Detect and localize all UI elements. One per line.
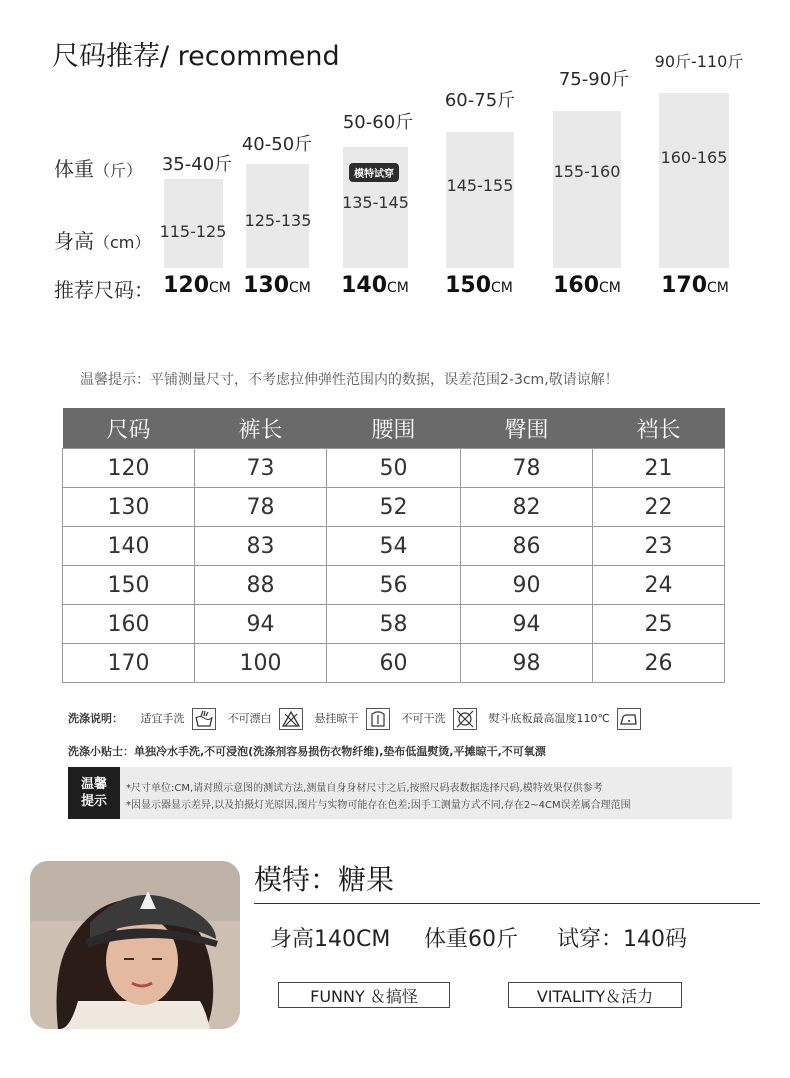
recommended-size: 120CM [163,273,231,298]
wash-item: 适宜手洗 [140,712,185,725]
table-cell: 24 [593,566,725,605]
table-row [63,527,725,566]
table-cell: 130 [63,488,195,527]
table-header: 裤长 [195,408,327,449]
height-range-label: 160-165 [660,148,728,167]
recommended-size: 170CM [661,273,729,298]
table-cell: 170 [63,644,195,683]
size-bar [553,111,621,268]
table-cell: 140 [63,527,195,566]
table-cell: 98 [461,644,593,683]
wash-item: 不可干洗 [401,712,446,725]
table-row [63,566,725,605]
model-weight: 体重60斤 [424,927,518,952]
recommend-title: 尺码推荐/ recommend [52,41,340,72]
size-table [62,408,725,683]
height-range-label: 145-155 [446,176,514,195]
table-cell: 25 [593,605,725,644]
table-cell: 94 [461,605,593,644]
table-header: 臀围 [461,408,593,449]
height-range-label: 125-135 [244,211,312,230]
table-cell: 86 [461,527,593,566]
table-cell: 100 [195,644,327,683]
table-cell: 78 [195,488,327,527]
weight-range-label: 60-75斤 [444,90,516,111]
weight-unit: （斤） [94,161,143,180]
washing-tips-label: 洗涤小贴士： [68,745,134,758]
washing-tips-text: 单独冷水手洗,不可浸泡(洗涤剂容易损伤衣物纤维),垫布低温熨烫,平摊晾干,不可氧漂 [134,745,546,758]
size-row-label: 推荐尺码： [54,278,154,302]
notice-line: *因显示器显示差异,以及拍摄灯光原因,图片与实物可能存在色差;因手工测量方式不同,存在2~4CM误差属合理范围 [126,800,631,811]
table-cell: 54 [327,527,461,566]
try-on-badge: 模特试穿 [349,163,399,182]
table-cell: 150 [63,566,195,605]
wash-item: 悬挂晾干 [314,712,359,725]
washing-instructions [68,708,649,730]
model-name: 模特：糖果 [254,863,395,896]
weight-range-label: 40-50斤 [241,134,313,155]
wash-item: 熨斗底板最高温度110℃ [488,712,610,725]
table-header-row [63,408,725,449]
table-cell: 56 [327,566,461,605]
table-cell: 60 [327,644,461,683]
table-row [63,449,725,488]
notice-tag-line: 温馨 [80,777,107,792]
size-bar [446,132,514,268]
table-cell: 21 [593,449,725,488]
table-cell: 50 [327,449,461,488]
wash-item: 不可漂白 [227,712,272,725]
no-dry-clean-icon [453,708,477,730]
recommended-size: 160CM [553,273,621,298]
table-cell: 82 [461,488,593,527]
table-cell: 83 [195,527,327,566]
tag-vitality: VITALITY＆活力 [508,982,682,1008]
table-row [63,488,725,527]
divider [254,903,760,904]
recommended-size: 130CM [243,273,311,298]
weight-range-label: 90斤-110斤 [654,52,744,71]
iron-icon [617,708,641,730]
weight-range-label: 50-60斤 [342,112,414,133]
height-row-label [54,225,150,254]
table-cell: 52 [327,488,461,527]
washing-tips [68,743,546,759]
table-cell: 23 [593,527,725,566]
table-cell: 22 [593,488,725,527]
hand-wash-icon [192,708,216,730]
weight-range-label: 35-40斤 [161,154,233,175]
table-cell: 73 [195,449,327,488]
height-range-label: 155-160 [553,162,621,181]
height-range-label: 135-145 [342,193,409,212]
model-height: 身高140CM [270,927,391,952]
washing-label: 洗涤说明： [68,712,123,725]
tag-funny: FUNNY ＆搞怪 [278,982,450,1008]
table-header: 裆长 [593,408,725,449]
height-range-label: 115-125 [159,222,227,241]
table-row [63,605,725,644]
table-row [63,644,725,683]
hang-dry-icon [366,708,390,730]
weight-range-label: 75-90斤 [558,69,630,90]
table-cell: 26 [593,644,725,683]
recommended-size: 140CM [341,273,409,298]
no-bleach-icon [279,708,303,730]
weight-label: 体重 [54,157,94,181]
table-cell: 88 [195,566,327,605]
notice-tag-line: 提示 [80,794,107,809]
height-label: 身高 [54,229,94,253]
notice-line: *尺寸单位:CM,请对照示意图的测试方法,测量自身身材尺寸之后,按照尺码表数据选择尺码,模特效果仅供参考 [126,783,603,794]
size-bar [659,93,729,268]
weight-row-label [54,153,142,182]
table-cell: 78 [461,449,593,488]
table-cell: 90 [461,566,593,605]
notice-tag [68,767,120,819]
height-unit: （cm） [94,233,151,252]
measurement-tip: 温馨提示：平铺测量尺寸，不考虑拉伸弹性范围内的数据，误差范围2-3cm,敬请谅解！ [80,372,619,388]
table-cell: 94 [195,605,327,644]
table-header: 腰围 [327,408,461,449]
recommended-size: 150CM [445,273,513,298]
notice-box [68,767,732,819]
model-photo [30,861,240,1029]
table-cell: 160 [63,605,195,644]
table-cell: 58 [327,605,461,644]
table-header: 尺码 [63,408,195,449]
model-try-size: 试穿：140码 [557,927,687,952]
table-cell: 120 [63,449,195,488]
